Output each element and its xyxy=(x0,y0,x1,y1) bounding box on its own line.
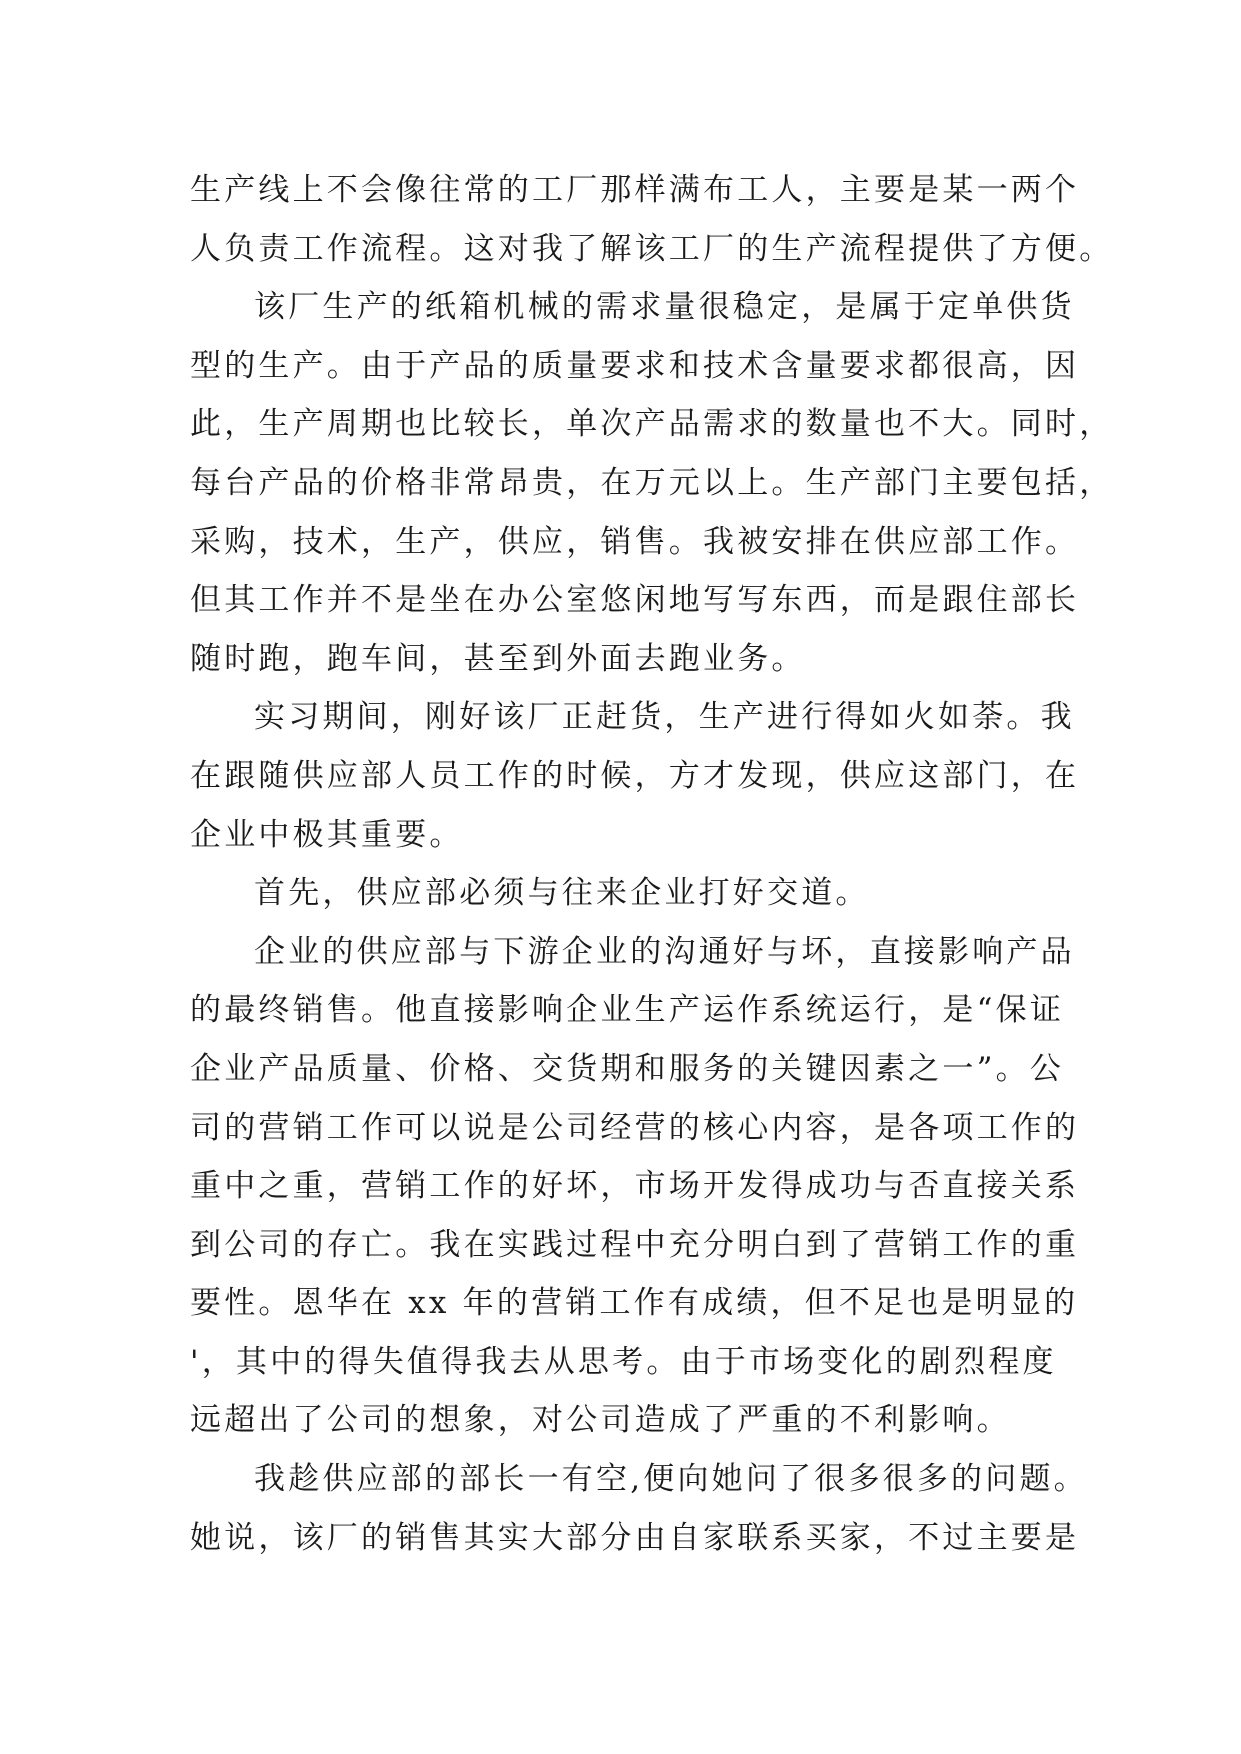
text-line: 但其工作并不是坐在办公室悠闲地写写东西，而是跟住部长 xyxy=(190,582,1080,619)
text-line: 的最终销售。他直接影响企业生产运作系统运行，是“保证 xyxy=(190,992,1065,1029)
text-line: 实习期间，刚好该厂正赶货，生产进行得如火如荼。我 xyxy=(254,699,1075,736)
text-line: '，其中的得失值得我去从思考。由于市场变化的剧烈程度 xyxy=(190,1343,1057,1380)
text-line: 她说，该厂的销售其实大部分由自家联系买家，不过主要是 xyxy=(190,1519,1080,1556)
text-line: 重中之重，营销工作的好坏，市场开发得成功与否直接关系 xyxy=(190,1168,1080,1205)
text-line: 生产线上不会像往常的工厂那样满布工人，主要是某一两个 xyxy=(190,172,1080,208)
text-line: 企业中极其重要。 xyxy=(190,816,464,853)
text-line: 在跟随供应部人员工作的时候，方才发现，供应这部门，在 xyxy=(190,757,1080,794)
text-line: 企业的供应部与下游企业的沟通好与坏，直接影响产品 xyxy=(254,933,1075,970)
text-line: 随时跑，跑车间，甚至到外面去跑业务。 xyxy=(190,640,806,677)
text-line: 要性。恩华在 xx 年的营销工作有成绩，但不足也是明显的 xyxy=(190,1285,1079,1322)
text-line: 型的生产。由于产品的质量要求和技术含量要求都很高，因 xyxy=(190,347,1080,384)
text-line: 企业产品质量、价格、交货期和服务的关键因素之一”。公 xyxy=(190,1050,1065,1087)
document-body xyxy=(190,161,1114,1567)
text-line: 该厂生产的纸箱机械的需求量很稳定，是属于定单供货 xyxy=(254,289,1075,326)
text-line: 我趁供应部的部长一有空,便向她问了很多很多的问题。 xyxy=(254,1461,1088,1498)
text-line: 到公司的存亡。我在实践过程中充分明白到了营销工作的重 xyxy=(190,1226,1080,1263)
text-line: 远超出了公司的想象，对公司造成了严重的不利影响。 xyxy=(190,1402,1011,1439)
text-line: 采购，技术，生产，供应，销售。我被安排在供应部工作。 xyxy=(190,523,1080,560)
text-line: 此，生产周期也比较长，单次产品需求的数量也不大。同时， xyxy=(190,406,1114,443)
text-line: 每台产品的价格非常昂贵，在万元以上。生产部门主要包括， xyxy=(190,464,1114,501)
text-line: 人负责工作流程。这对我了解该工厂的生产流程提供了方便。 xyxy=(190,230,1114,267)
text-line: 司的营销工作可以说是公司经营的核心内容，是各项工作的 xyxy=(190,1109,1080,1146)
text-line: 首先，供应部必须与往来企业打好交道。 xyxy=(254,875,870,912)
